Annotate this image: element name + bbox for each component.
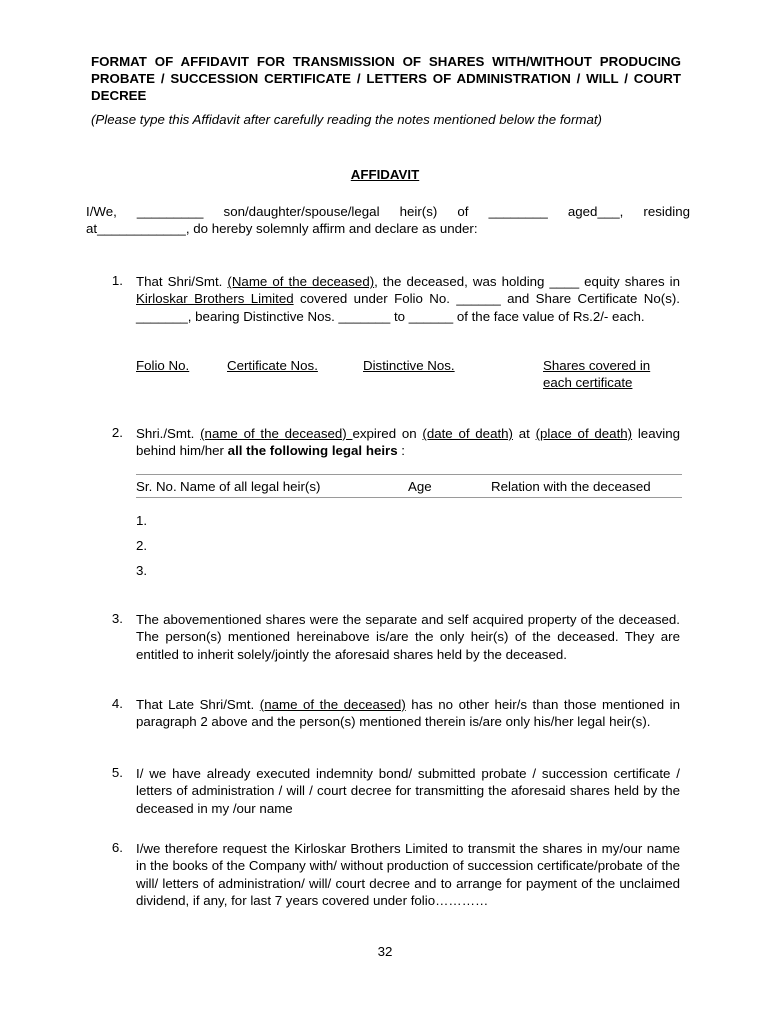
heir-row: 1. bbox=[136, 513, 148, 528]
para5-number: 5. bbox=[111, 765, 123, 780]
heirs-table-top-rule bbox=[136, 474, 682, 475]
col-certificate-nos: Certificate Nos. bbox=[227, 358, 318, 373]
para2-text-part: Shri./Smt. bbox=[136, 426, 201, 441]
col-distinctive-nos: Distinctive Nos. bbox=[363, 358, 455, 373]
col-folio-no: Folio No. bbox=[136, 358, 190, 373]
para2-text-part: expired on bbox=[352, 426, 423, 441]
company-name: Kirloskar Brothers Limited bbox=[136, 291, 294, 307]
para4-number: 4. bbox=[111, 696, 123, 711]
para1-number: 1. bbox=[111, 273, 123, 288]
heirs-table-header-rule bbox=[136, 497, 682, 498]
para2-text-part: at bbox=[513, 426, 536, 441]
para1-text-part: , the deceased, was holding ____ equity shares in bbox=[374, 274, 681, 289]
para2-text-part: leaving behind him/her bbox=[136, 426, 680, 459]
para1-text bbox=[136, 273, 680, 325]
col-relation: Relation with the deceased bbox=[491, 479, 651, 494]
deceased-name-placeholder: (name of the deceased) bbox=[200, 426, 353, 441]
para6-number: 6. bbox=[111, 840, 123, 855]
para4-text bbox=[136, 696, 680, 731]
declarant-intro-line2: at____________, do hereby solemnly affirm and declare as under: bbox=[86, 221, 478, 236]
legal-heirs-emphasis: all the following legal heirs bbox=[227, 443, 398, 459]
page-number: 32 bbox=[377, 944, 393, 959]
para6-text: I/we therefore request the Kirloskar Brothers Limited to transmit the shares in my/our name in the books of the Company with/ without production of succession certificate/probate of the will/ letters of administration/ will/ court decree and to arrange for payment of the unclaimed dividend, if any, for last 7 years covered under folio………… bbox=[136, 841, 680, 908]
deceased-name-placeholder: (Name of the deceased) bbox=[227, 274, 375, 289]
declarant-intro-line1: I/We, _________ son/daughter/spouse/legal heir(s) of ________ aged___, residing bbox=[86, 204, 690, 219]
col-sr-no: Sr. No. bbox=[136, 479, 177, 494]
typing-instruction-note: (Please type this Affidavit after carefully reading the notes mentioned below the format) bbox=[91, 112, 602, 127]
date-of-death-placeholder: (date of death) bbox=[422, 426, 513, 441]
col-legal-heir-name: Name of all legal heir(s) bbox=[180, 479, 321, 494]
affidavit-heading: AFFIDAVIT bbox=[350, 167, 420, 182]
para2-text bbox=[136, 425, 680, 460]
document-title: FORMAT OF AFFIDAVIT FOR TRANSMISSION OF SHARES WITH/WITHOUT PRODUCING PROBATE / SUCCESSION CERTIFICATE / LETTERS OF ADMINISTRATION / WILL / COURT DECREE bbox=[91, 54, 681, 103]
para5-text: I/ we have already executed indemnity bond/ submitted probate / succession certificate / letters of administration / will / court decree for transmitting the aforesaid shares held by the deceased in my /our name bbox=[136, 766, 680, 816]
para1-text-part: That Shri/Smt. bbox=[136, 274, 228, 289]
para1-text-part: covered under Folio No. ______ and Share Certificate No(s). _______, bearing Distinctive Nos. _______ to ______ of the face value of Rs.2/- each. bbox=[136, 291, 680, 324]
col-shares-covered-line1: Shares covered in bbox=[543, 358, 651, 373]
para3-number: 3. bbox=[111, 611, 123, 626]
para3-text: The abovementioned shares were the separate and self acquired property of the deceased. The person(s) mentioned hereinabove is/are the only heir(s) of the deceased. They are entitled to inherit solely/jointly the aforesaid shares held by the deceased. bbox=[136, 612, 680, 662]
deceased-name-placeholder: (name of the deceased) bbox=[259, 697, 406, 712]
heir-row: 2. bbox=[136, 538, 148, 553]
heir-row: 3. bbox=[136, 563, 148, 578]
col-age: Age bbox=[408, 479, 432, 494]
para2-number: 2. bbox=[111, 425, 123, 440]
col-shares-covered-line2: each certificate bbox=[543, 375, 633, 390]
para4-text-part: has no other heir/s than those mentioned in paragraph 2 above and the person(s) mentioned therein is/are only his/her legal heir(s). bbox=[136, 697, 680, 730]
para4-text-part: That Late Shri/Smt. bbox=[136, 697, 260, 712]
place-of-death-placeholder: (place of death) bbox=[535, 426, 633, 441]
para2-text-part: : bbox=[397, 443, 405, 459]
